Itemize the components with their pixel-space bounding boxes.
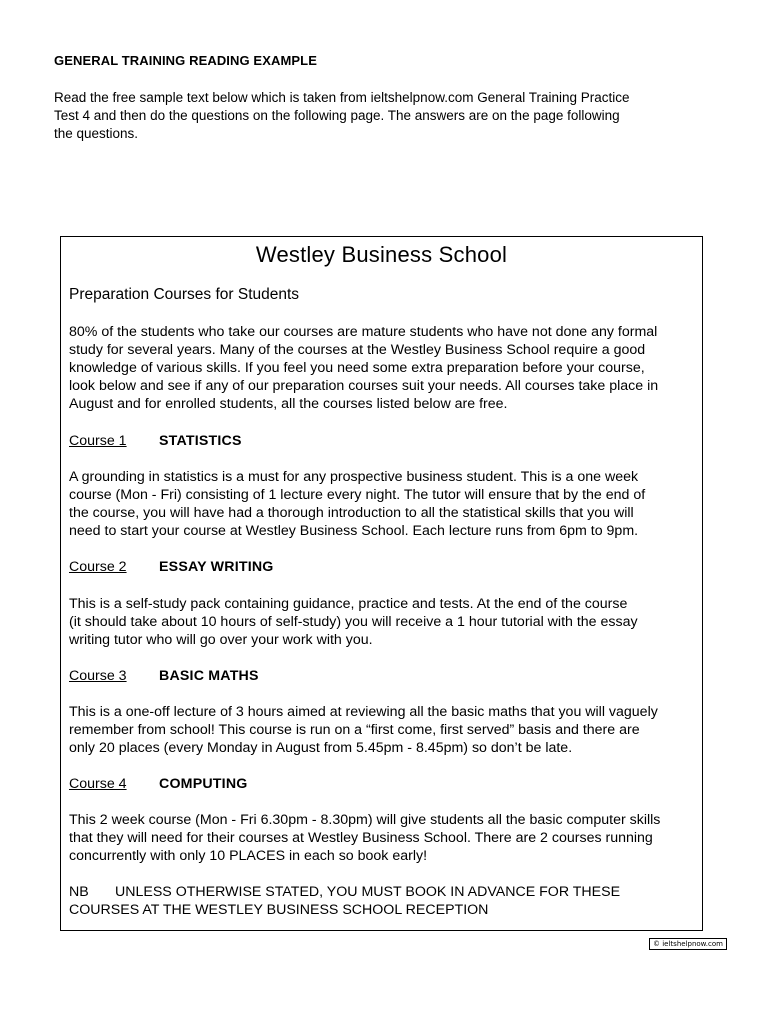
paragraph-line: that they will need for their courses at Westley Business School. There are 2 courses running <box>69 830 653 846</box>
paragraph-line: This is a one-off lecture of 3 hours aimed at reviewing all the basic maths that you will vaguely <box>69 704 658 720</box>
box-title: Westley Business School <box>255 242 508 267</box>
paragraph-line: study for several years. Many of the courses at the Westley Business School require a good <box>69 342 646 358</box>
paragraph-line: This 2 week course (Mon - Fri 6.30pm - 8.30pm) will give students all the basic computer skills <box>69 812 661 828</box>
paragraph-line: knowledge of various skills. If you feel you need some extra preparation before your course, <box>69 360 645 376</box>
nb-text: UNLESS OTHERWISE STATED, YOU MUST BOOK IN ADVANCE FOR THESE <box>115 884 621 900</box>
paragraph-line: This is a self-study pack containing guidance, practice and tests. At the end of the course <box>69 596 628 612</box>
paragraph-line: concurrently with only 10 PLACES in each so book early! <box>69 848 428 864</box>
paragraph-line: COURSES AT THE WESTLEY BUSINESS SCHOOL RECEPTION <box>69 902 489 918</box>
course-1-heading <box>69 432 242 450</box>
course-name: BASIC MATHS <box>159 668 259 684</box>
paragraph-line: 80% of the students who take our courses are mature students who have not done any formal <box>69 324 658 340</box>
course-number: Course 4 <box>69 776 127 792</box>
paragraph-line: remember from school! This course is run on a “first come, first served” basis and there are <box>69 722 640 738</box>
course-1-description <box>69 468 699 540</box>
course-4-heading <box>69 775 248 793</box>
paragraph-line <box>69 883 699 901</box>
paragraph-line: (it should take about 10 hours of self-study) you will receive a 1 hour tutorial with the essay <box>69 614 638 630</box>
course-number: Course 3 <box>69 668 127 684</box>
course-3-heading <box>69 667 259 685</box>
paragraph-line: the course, you will have had a thorough introduction to all the statistical skills that you will <box>69 505 634 521</box>
course-4-description <box>69 811 699 865</box>
course-name: COMPUTING <box>159 776 248 792</box>
course-3-description <box>69 703 699 757</box>
reading-passage-box <box>60 236 703 931</box>
paragraph-line: A grounding in statistics is a must for any prospective business student. This is a one week <box>69 469 639 485</box>
course-name: ESSAY WRITING <box>159 559 274 575</box>
course-number: Course 2 <box>69 559 127 575</box>
paragraph-line: only 20 places (every Monday in August from 5.45pm - 8.45pm) so don’t be late. <box>69 740 573 756</box>
course-2-description <box>69 595 699 649</box>
paragraph-line: August and for enrolled students, all the courses listed below are free. <box>69 396 508 412</box>
paragraph-line: look below and see if any of our preparation courses suit your needs. All courses take place in <box>69 378 659 394</box>
nb-label: NB <box>69 884 89 900</box>
paragraph-line: course (Mon - Fri) consisting of 1 lecture every night. The tutor will ensure that by the end of <box>69 487 646 503</box>
course-name: STATISTICS <box>159 433 242 449</box>
intro-line: the questions. <box>54 126 139 141</box>
box-intro-paragraph <box>69 323 699 413</box>
box-subtitle: Preparation Courses for Students <box>69 286 300 303</box>
paragraph-line: writing tutor who will go over your work with you. <box>69 632 373 648</box>
copyright-badge: © ieltshelpnow.com <box>649 938 727 950</box>
intro-line: Read the free sample text below which is taken from ieltshelpnow.com General Training Practice <box>54 90 630 105</box>
course-number: Course 1 <box>69 433 127 449</box>
nb-note <box>69 883 699 919</box>
document-intro <box>54 89 714 143</box>
paragraph-line: need to start your course at Westley Business School. Each lecture runs from 6pm to 9pm. <box>69 523 639 539</box>
course-2-heading <box>69 558 274 576</box>
document-heading: GENERAL TRAINING READING EXAMPLE <box>54 53 317 68</box>
intro-line: Test 4 and then do the questions on the following page. The answers are on the page following <box>54 108 620 123</box>
